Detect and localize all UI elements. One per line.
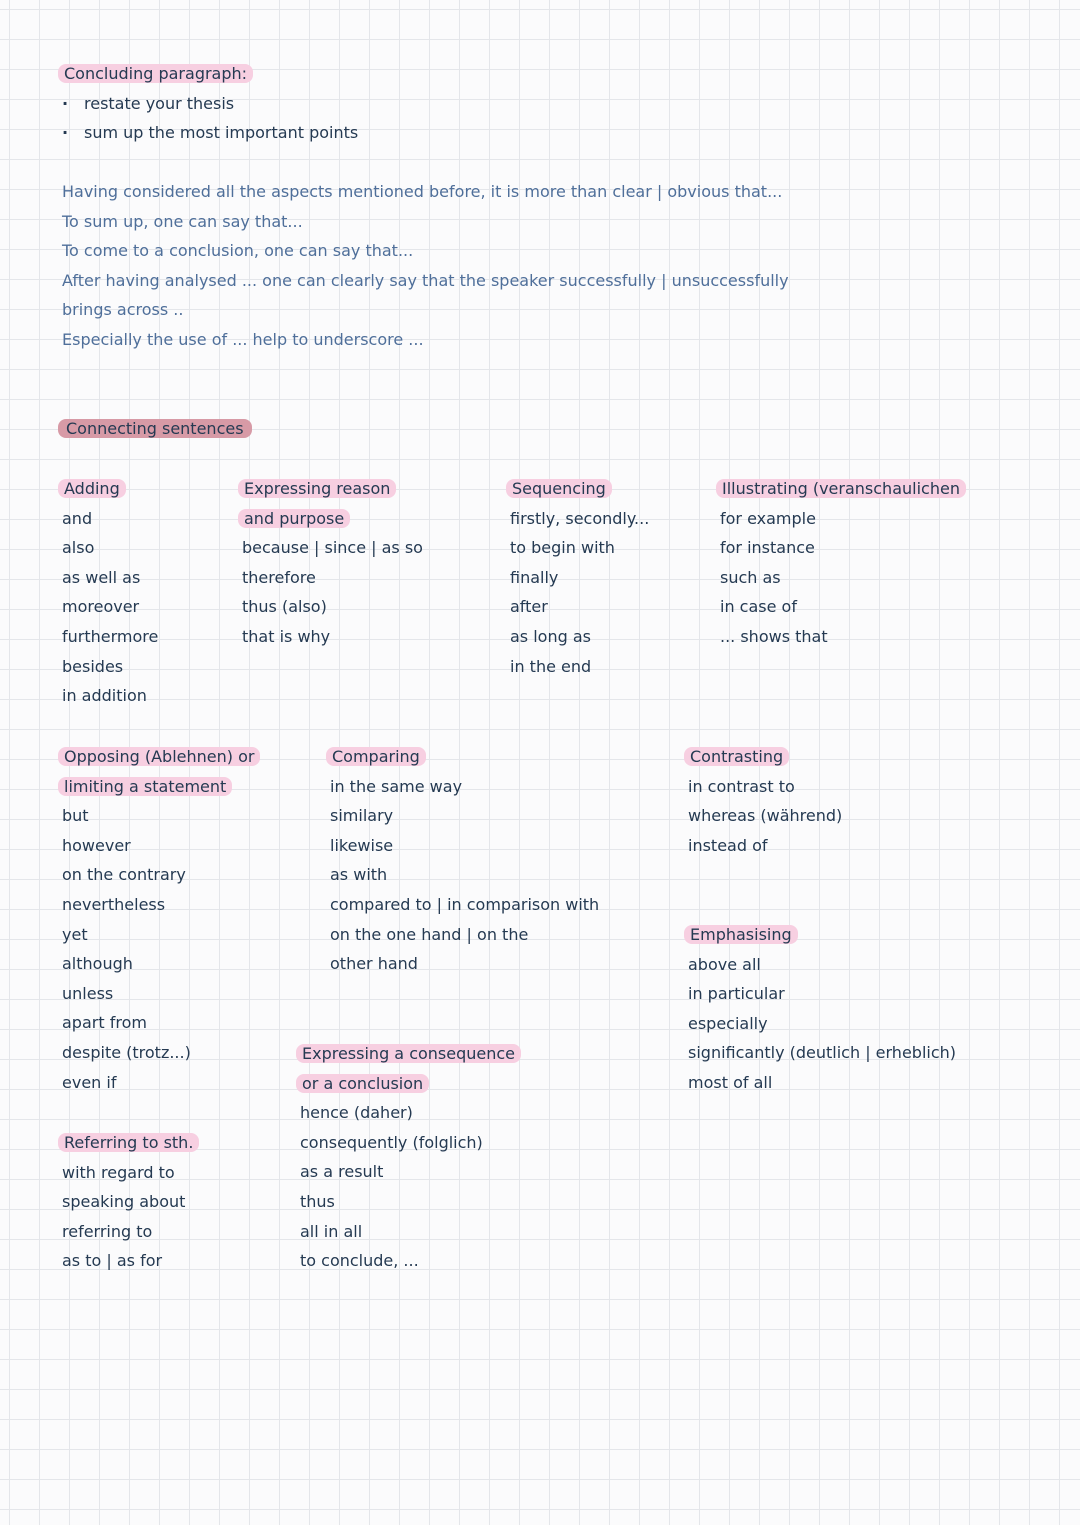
list-item: all in all <box>300 1221 363 1241</box>
list-item: in contrast to <box>688 776 795 796</box>
comparing-heading: Comparing <box>326 747 426 766</box>
list-item: that is why <box>242 626 331 646</box>
list-item: as with <box>330 865 388 885</box>
adding-group <box>62 474 158 711</box>
list-item: for instance <box>720 538 815 558</box>
list-item: hence (daher) <box>300 1103 413 1123</box>
list-item: most of all <box>688 1072 773 1092</box>
list-item: instead of <box>688 835 768 855</box>
list-item: however <box>62 835 131 855</box>
opposing-heading: limiting a statement <box>58 777 232 796</box>
concluding-phrases <box>62 177 789 355</box>
list-item: compared to | in comparison with <box>330 894 600 914</box>
reason-heading: Expressing reason <box>238 479 396 498</box>
list-item: besides <box>62 656 124 676</box>
list-item: because | since | as so <box>242 538 423 558</box>
concluding-heading: Concluding paragraph: <box>58 64 253 83</box>
phrase: Having considered all the aspects mentioned before, it is more than clear | obvious that... <box>62 182 783 201</box>
list-item: therefore <box>242 567 316 587</box>
phrase: Especially the use of ... help to underscore ... <box>62 329 424 349</box>
connecting-section <box>62 414 252 444</box>
list-item: on the contrary <box>62 865 186 885</box>
list-item: likewise <box>330 835 394 855</box>
list-item: after <box>510 597 548 617</box>
phrase: After having analysed ... one can clearly say that the speaker successfully | unsuccessfully <box>62 270 789 290</box>
list-item: as long as <box>510 626 591 646</box>
list-item: ... shows that <box>720 626 828 646</box>
opposing-heading: Opposing (Ablehnen) or <box>58 747 260 766</box>
list-item: yet <box>62 924 88 944</box>
phrase: To come to a conclusion, one can say that... <box>62 241 414 261</box>
emphasising-group <box>688 920 956 1098</box>
list-item: referring to <box>62 1221 153 1241</box>
list-item: thus <box>300 1191 335 1211</box>
list-item: as to | as for <box>62 1251 163 1271</box>
list-item: thus (also) <box>242 597 327 617</box>
opposing-group <box>62 742 260 1097</box>
bullet-icon: · <box>62 123 69 143</box>
concluding-section <box>62 59 358 148</box>
emphasising-heading: Emphasising <box>684 925 798 944</box>
list-item: in addition <box>62 686 147 706</box>
list-item: nevertheless <box>62 894 166 914</box>
referring-heading: Referring to sth. <box>58 1133 199 1152</box>
list-item: for example <box>720 508 816 528</box>
list-item: other hand <box>330 954 418 974</box>
list-item: significantly (deutlich | erheblich) <box>688 1043 957 1063</box>
list-item: especially <box>688 1013 768 1033</box>
consequence-group <box>300 1039 521 1276</box>
sequencing-heading: Sequencing <box>506 479 612 498</box>
sequencing-group <box>510 474 649 681</box>
list-item: finally <box>510 567 559 587</box>
list-item: despite (trotz...) <box>62 1042 191 1062</box>
phrase: brings across .. <box>62 300 184 320</box>
concluding-bullet: · sum up the most important points <box>62 118 358 148</box>
list-item: with regard to <box>62 1162 175 1182</box>
list-item: such as <box>720 567 781 587</box>
reason-group <box>242 474 423 652</box>
list-item: furthermore <box>62 626 159 646</box>
list-item: in the same way <box>330 776 463 796</box>
reason-heading: and purpose <box>238 509 350 528</box>
list-item: consequently (folglich) <box>300 1132 483 1152</box>
list-item: in particular <box>688 984 785 1004</box>
list-item: in case of <box>720 597 797 617</box>
contrasting-heading: Contrasting <box>684 747 789 766</box>
concluding-bullet: · restate your thesis <box>62 89 358 119</box>
list-item: to begin with <box>510 538 615 558</box>
list-item: similary <box>330 806 394 826</box>
connecting-heading: Connecting sentences <box>58 419 252 438</box>
list-item: in the end <box>510 656 592 676</box>
list-item: although <box>62 954 133 974</box>
list-item: as a result <box>300 1162 384 1182</box>
list-item: on the one hand | on the <box>330 924 529 944</box>
list-item: but <box>62 806 89 826</box>
list-item: to conclude, ... <box>300 1251 419 1271</box>
list-item: also <box>62 538 95 558</box>
list-item: moreover <box>62 597 140 617</box>
list-item: and <box>62 508 93 528</box>
list-item: whereas (während) <box>688 806 843 826</box>
illustrating-heading: Illustrating (veranschaulichen <box>716 479 966 498</box>
comparing-group <box>330 742 599 979</box>
list-item: unless <box>62 983 114 1003</box>
list-item: apart from <box>62 1013 147 1033</box>
adding-heading: Adding <box>58 479 126 498</box>
illustrating-group <box>720 474 966 652</box>
list-item: speaking about <box>62 1192 186 1212</box>
list-item: even if <box>62 1072 117 1092</box>
referring-group <box>62 1128 199 1276</box>
phrase: To sum up, one can say that... <box>62 211 303 231</box>
consequence-heading: Expressing a consequence <box>296 1044 521 1063</box>
list-item: firstly, secondly... <box>510 508 650 528</box>
list-item: as well as <box>62 567 141 587</box>
contrasting-group <box>688 742 842 860</box>
bullet-icon: · <box>62 93 69 113</box>
list-item: above all <box>688 954 761 974</box>
consequence-heading: or a conclusion <box>296 1074 429 1093</box>
